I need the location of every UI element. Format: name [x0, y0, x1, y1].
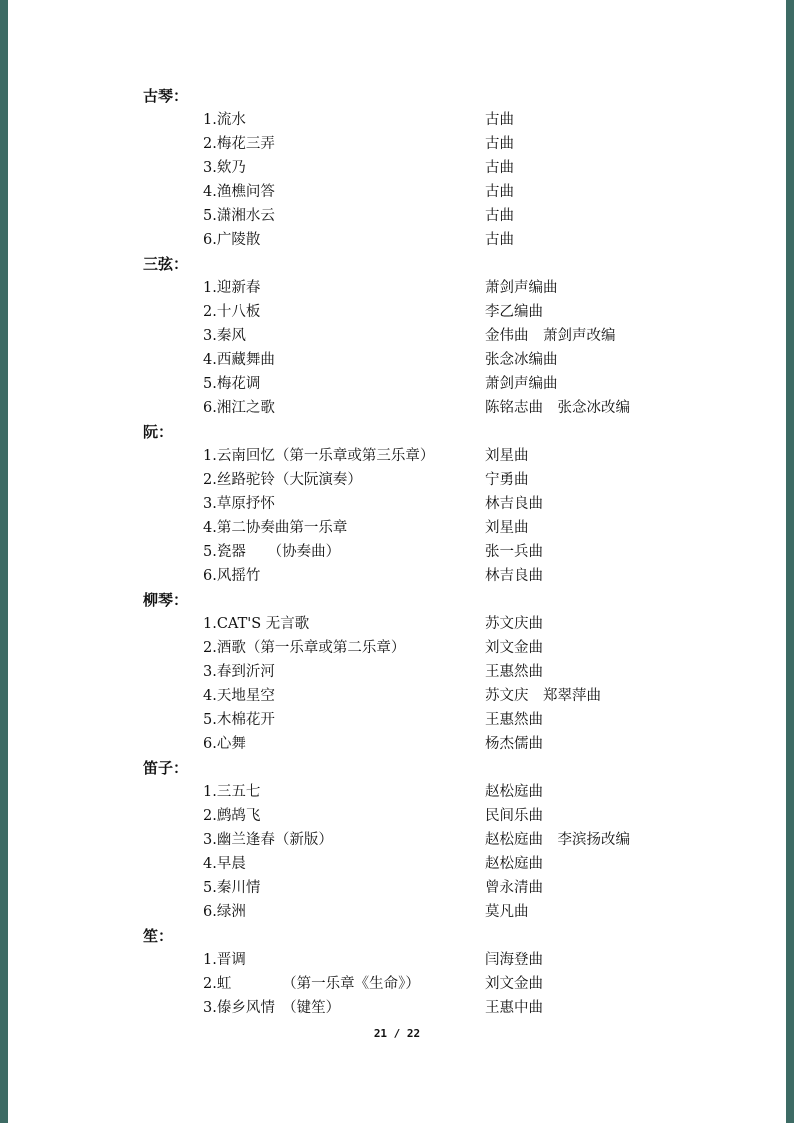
piece-composer: 杨杰儒曲	[485, 736, 543, 752]
piece-title: 1.流水	[203, 112, 246, 128]
piece-composer: 张一兵曲	[485, 544, 543, 560]
list-item	[0, 660, 794, 684]
piece-composer: 陈铭志曲 张念冰改编	[485, 400, 630, 416]
list-item	[0, 396, 794, 420]
list-item	[0, 276, 794, 300]
piece-composer: 萧剑声编曲	[485, 376, 558, 392]
section-heading: 柳琴：	[143, 591, 189, 609]
list-item	[0, 468, 794, 492]
list-item	[0, 492, 794, 516]
piece-composer: 曾永清曲	[485, 880, 543, 896]
list-item	[0, 348, 794, 372]
section-heading: 笙：	[143, 927, 174, 945]
list-item	[0, 156, 794, 180]
piece-title: 5.潇湘水云	[203, 208, 275, 224]
piece-title: 3.春到沂河	[203, 664, 275, 680]
piece-composer: 刘星曲	[485, 448, 529, 464]
piece-title: 2.鹧鸪飞	[203, 808, 261, 824]
list-item	[0, 564, 794, 588]
piece-title: 5.瓷器 （协奏曲）	[203, 544, 341, 560]
piece-title: 3.秦风	[203, 328, 246, 344]
section-heading: 笛子：	[143, 759, 189, 777]
list-item	[0, 876, 794, 900]
list-item	[0, 372, 794, 396]
list-item	[0, 516, 794, 540]
piece-composer: 萧剑声编曲	[485, 280, 558, 296]
section-heading: 三弦：	[143, 255, 189, 273]
piece-title: 2.酒歌（第一乐章或第二乐章）	[203, 640, 406, 656]
piece-composer: 王惠然曲	[485, 664, 543, 680]
list-item	[0, 804, 794, 828]
piece-composer: 古曲	[485, 184, 514, 200]
piece-title: 6.广陵散	[203, 232, 261, 248]
piece-composer: 赵松庭曲 李滨扬改编	[485, 832, 630, 848]
piece-title: 4.西藏舞曲	[203, 352, 275, 368]
piece-composer: 张念冰编曲	[485, 352, 558, 368]
list-item	[0, 540, 794, 564]
list-item	[0, 228, 794, 252]
list-item	[0, 636, 794, 660]
piece-title: 1.迎新春	[203, 280, 261, 296]
list-item	[0, 132, 794, 156]
piece-composer: 林吉良曲	[485, 568, 543, 584]
list-item	[0, 612, 794, 636]
piece-composer: 刘星曲	[485, 520, 529, 536]
section-heading: 古琴：	[143, 87, 189, 105]
repertoire-list	[0, 84, 794, 1020]
list-item	[0, 948, 794, 972]
piece-title: 6.湘江之歌	[203, 400, 275, 416]
list-item	[0, 180, 794, 204]
piece-title: 6.心舞	[203, 736, 246, 752]
piece-title: 3.草原抒怀	[203, 496, 275, 512]
piece-title: 4.天地星空	[203, 688, 275, 704]
piece-composer: 宁勇曲	[485, 472, 529, 488]
piece-title: 4.第二协奏曲第一乐章	[203, 520, 348, 536]
piece-title: 3.欸乃	[203, 160, 246, 176]
list-item	[0, 852, 794, 876]
piece-composer: 古曲	[485, 136, 514, 152]
piece-composer: 李乙编曲	[485, 304, 543, 320]
piece-title: 1.云南回忆（第一乐章或第三乐章）	[203, 448, 435, 464]
page-number: 21 / 22	[373, 1027, 421, 1040]
piece-title: 2.十八板	[203, 304, 261, 320]
piece-composer: 王惠中曲	[485, 1000, 543, 1016]
piece-title: 4.早晨	[203, 856, 246, 872]
piece-composer: 赵松庭曲	[485, 784, 543, 800]
piece-title: 2.虹 （第一乐章《生命》）	[203, 976, 420, 992]
piece-composer: 金伟曲 萧剑声改编	[485, 328, 616, 344]
piece-title: 5.木棉花开	[203, 712, 275, 728]
piece-title: 3.傣乡风情 （键笙）	[203, 1000, 341, 1016]
section-heading: 阮：	[143, 423, 174, 441]
piece-title: 2.梅花三弄	[203, 136, 275, 152]
list-item	[0, 972, 794, 996]
piece-title: 5.梅花调	[203, 376, 261, 392]
list-item	[0, 828, 794, 852]
piece-title: 4.渔樵问答	[203, 184, 275, 200]
piece-composer: 刘文金曲	[485, 976, 543, 992]
piece-composer: 古曲	[485, 232, 514, 248]
piece-composer: 赵松庭曲	[485, 856, 543, 872]
list-item	[0, 780, 794, 804]
list-item	[0, 108, 794, 132]
list-item	[0, 732, 794, 756]
list-item	[0, 996, 794, 1020]
piece-composer: 苏文庆 郑翠萍曲	[485, 688, 601, 704]
piece-title: 6.绿洲	[203, 904, 246, 920]
list-item	[0, 708, 794, 732]
list-item	[0, 684, 794, 708]
list-item	[0, 324, 794, 348]
piece-composer: 民间乐曲	[485, 808, 543, 824]
piece-title: 1.三五七	[203, 784, 261, 800]
list-item	[0, 204, 794, 228]
piece-title: 1.晋调	[203, 952, 246, 968]
piece-title: 1.CAT'S 无言歌	[203, 616, 310, 632]
piece-composer: 王惠然曲	[485, 712, 543, 728]
piece-composer: 闫海登曲	[485, 952, 543, 968]
piece-composer: 古曲	[485, 112, 514, 128]
list-item	[0, 300, 794, 324]
list-item	[0, 444, 794, 468]
piece-title: 3.幽兰逢春（新版）	[203, 832, 333, 848]
piece-title: 6.风摇竹	[203, 568, 261, 584]
piece-composer: 苏文庆曲	[485, 616, 543, 632]
piece-composer: 莫凡曲	[485, 904, 529, 920]
piece-composer: 古曲	[485, 160, 514, 176]
piece-title: 2.丝路驼铃（大阮演奏）	[203, 472, 362, 488]
list-item	[0, 900, 794, 924]
piece-composer: 林吉良曲	[485, 496, 543, 512]
piece-composer: 刘文金曲	[485, 640, 543, 656]
piece-composer: 古曲	[485, 208, 514, 224]
piece-title: 5.秦川情	[203, 880, 261, 896]
